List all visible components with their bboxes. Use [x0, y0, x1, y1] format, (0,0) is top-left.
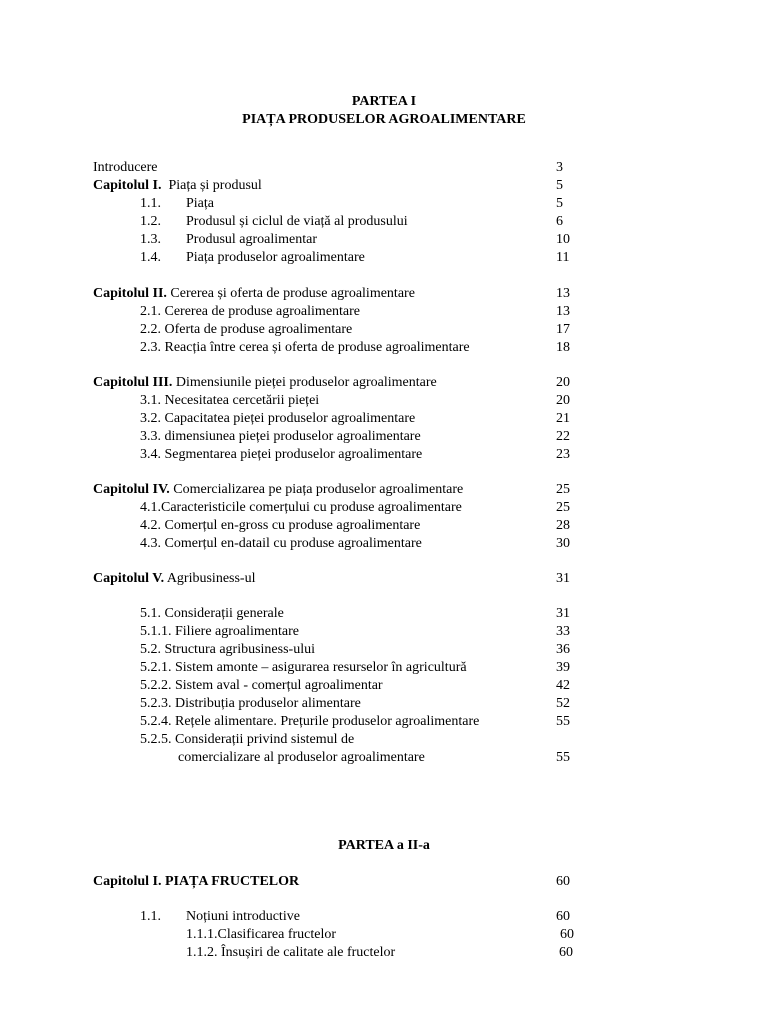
toc-entry-number: 1.3. — [140, 232, 161, 247]
toc-page-number: 5 — [556, 196, 563, 211]
toc-chapter — [0, 481, 768, 499]
toc-entry — [0, 195, 768, 213]
toc-entry — [0, 499, 768, 517]
toc-entry — [0, 446, 768, 464]
chapter-label: Capitolul III. — [93, 375, 173, 390]
toc-entry-title: 3.2. Capacitatea pieței produselor agroalimentare — [140, 411, 416, 426]
toc-page-number: 25 — [556, 500, 570, 515]
toc-entry-intro — [0, 159, 768, 177]
part-title: PARTEA I — [351, 94, 417, 109]
toc-chapter — [0, 873, 768, 891]
chapter-label: Capitolul IV. — [93, 482, 170, 497]
toc-entry — [0, 641, 768, 659]
toc-chapter — [0, 285, 768, 303]
toc-entry — [0, 249, 768, 267]
chapter-label: Capitolul V. — [93, 571, 165, 586]
toc-entry — [0, 623, 768, 641]
toc-page-number: 39 — [556, 660, 570, 675]
toc-entry-title: 4.1.Caracteristicile comerțului cu produse agroalimentare — [140, 500, 462, 515]
toc-entry — [0, 731, 768, 749]
toc-entry — [0, 605, 768, 623]
toc-entry-title: Produsul și ciclul de viață al produsului — [186, 214, 408, 229]
toc-entry-title: 1.1.2. Însușiri de calitate ale fructelor — [186, 945, 396, 960]
toc-entry-title: 3.1. Necesitatea cercetării pieței — [140, 393, 320, 408]
toc-page-number: 33 — [556, 624, 570, 639]
toc-entry — [0, 926, 768, 944]
toc-entry-title: 5.2.1. Sistem amonte – asigurarea resurselor în agricultură — [140, 660, 467, 675]
toc-page-number: 28 — [556, 518, 570, 533]
toc-entry-title: 3.4. Segmentarea pieței produselor agroalimentare — [140, 447, 423, 462]
toc-page-number: 13 — [556, 286, 570, 301]
chapter-title: Piața și produsul — [168, 178, 262, 193]
chapter-title: Comercializarea pe piața produselor agroalimentare — [173, 482, 464, 497]
toc-entry-title: 5.1. Considerații generale — [140, 606, 284, 621]
toc-entry-label: Introducere — [93, 160, 158, 175]
toc-entry — [0, 659, 768, 677]
toc-entry-title: 2.1. Cererea de produse agroalimentare — [140, 304, 361, 319]
toc-entry — [0, 428, 768, 446]
toc-entry — [0, 944, 768, 962]
toc-entry — [0, 517, 768, 535]
toc-entry — [0, 908, 768, 926]
chapter-label: Capitolul I. — [93, 178, 162, 193]
chapter-title: Dimensiunile pieței produselor agroalimentare — [175, 375, 437, 390]
toc-entry-number: 1.1. — [140, 196, 161, 211]
toc-page-number: 3 — [556, 160, 563, 175]
chapter-title: Cererea și oferta de produse agroalimentare — [170, 286, 415, 301]
toc-entry — [0, 713, 768, 731]
toc-page-number: 30 — [556, 536, 570, 551]
toc-page-number: 60 — [559, 945, 573, 960]
toc-page-number: 55 — [556, 714, 570, 729]
toc-entry-title: 5.2.2. Sistem aval - comerțul agroalimentar — [140, 678, 383, 693]
toc-page-number: 60 — [560, 927, 574, 942]
toc-page-number: 11 — [556, 250, 570, 265]
toc-entry-number: 1.2. — [140, 214, 161, 229]
toc-page-number: 20 — [556, 375, 570, 390]
toc-entry — [0, 535, 768, 553]
toc-entry-title: 5.2.3. Distribuția produselor alimentare — [140, 696, 361, 711]
toc-entry — [0, 695, 768, 713]
toc-entry — [0, 303, 768, 321]
toc-entry-title: 4.2. Comerțul en-gross cu produse agroalimentare — [140, 518, 421, 533]
toc-entry-title: Produsul agroalimentar — [186, 232, 318, 247]
toc-entry — [0, 339, 768, 357]
toc-page-number: 25 — [556, 482, 570, 497]
toc-page-number: 20 — [556, 393, 570, 408]
toc-page-number: 17 — [556, 322, 570, 337]
toc-entry-title: 5.2. Structura agribusiness-ului — [140, 642, 315, 657]
toc-entry — [0, 392, 768, 410]
toc-page-number: 31 — [556, 606, 570, 621]
toc-chapter — [0, 374, 768, 392]
toc-page-number: 52 — [556, 696, 570, 711]
part-subtitle: PIAȚA PRODUSELOR AGROALIMENTARE — [242, 112, 526, 127]
toc-entry-title: Piața — [186, 196, 214, 211]
toc-page-number: 31 — [556, 571, 570, 586]
toc-page-number: 36 — [556, 642, 570, 657]
toc-page-number: 23 — [556, 447, 570, 462]
toc-entry-title: 5.1.1. Filiere agroalimentare — [140, 624, 299, 639]
toc-entry-title: 4.3. Comerțul en-datail cu produse agroalimentare — [140, 536, 422, 551]
part-title: PARTEA a II-a — [338, 838, 430, 853]
toc-entry — [0, 749, 768, 767]
toc-entry-title: 2.2. Oferta de produse agroalimentare — [140, 322, 353, 337]
toc-page-number: 10 — [556, 232, 570, 247]
toc-entry — [0, 231, 768, 249]
toc-entry-title: 3.3. dimensiunea pieței produselor agroalimentare — [140, 429, 421, 444]
toc-page-number: 22 — [556, 429, 570, 444]
toc-entry-title: 1.1.1.Clasificarea fructelor — [186, 927, 337, 942]
toc-entry — [0, 410, 768, 428]
toc-entry — [0, 213, 768, 231]
toc-page-number: 6 — [556, 214, 563, 229]
chapter-title: Agribusiness-ul — [166, 571, 256, 586]
toc-page-number: 13 — [556, 304, 570, 319]
toc-page-number: 55 — [556, 750, 570, 765]
toc-page-number: 60 — [556, 874, 570, 889]
toc-entry — [0, 321, 768, 339]
toc-entry-title: 5.2.5. Considerații privind sistemul de — [140, 732, 355, 747]
toc-entry-title: comercializare al produselor agroalimentare — [178, 750, 425, 765]
toc-entry-title: Noțiuni introductive — [186, 909, 300, 924]
toc-page-number: 21 — [556, 411, 570, 426]
toc-chapter — [0, 177, 768, 195]
toc-entry-title: Piața produselor agroalimentare — [186, 250, 365, 265]
toc-page-number: 5 — [556, 178, 563, 193]
toc-entry-title: 2.3. Reacția între cerea și oferta de produse agroalimentare — [140, 340, 470, 355]
toc-page-number: 60 — [556, 909, 570, 924]
toc-entry-number: 1.1. — [140, 909, 161, 924]
toc-entry-number: 1.4. — [140, 250, 161, 265]
chapter-label: Capitolul II. — [93, 286, 167, 301]
toc-entry-title: 5.2.4. Rețele alimentare. Prețurile produselor agroalimentare — [140, 714, 480, 729]
toc-page-number: 42 — [556, 678, 570, 693]
toc-entry — [0, 677, 768, 695]
toc-chapter — [0, 570, 768, 588]
chapter-label: Capitolul I. PIAȚA FRUCTELOR — [93, 874, 300, 889]
toc-page-number: 18 — [556, 340, 570, 355]
